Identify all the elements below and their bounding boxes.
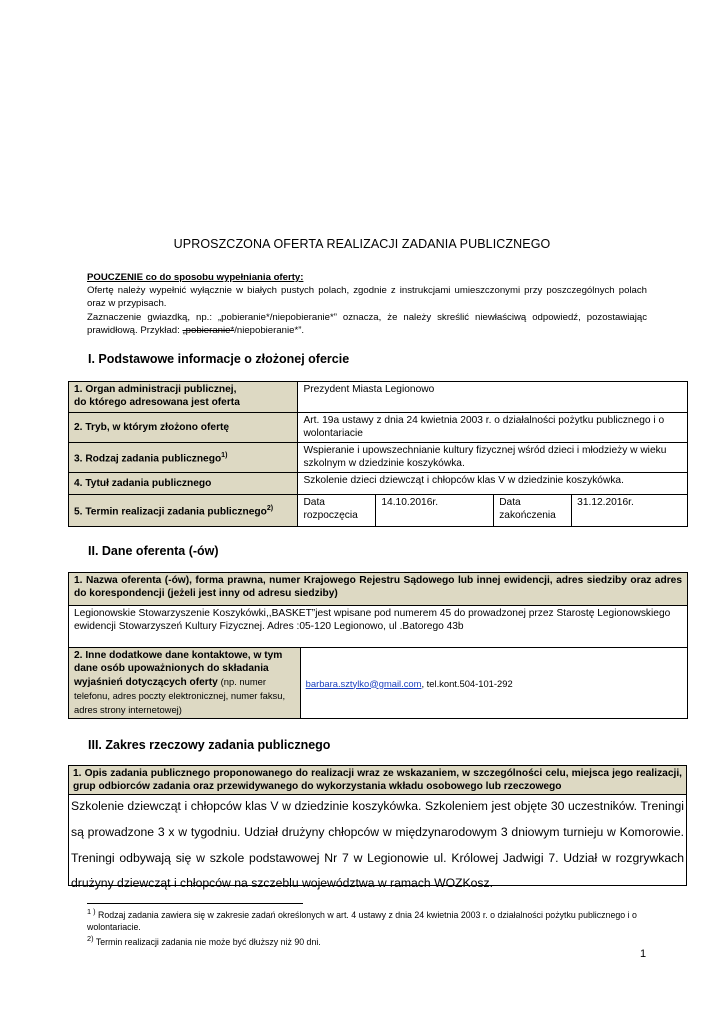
document-title: UPROSZCZONA OFERTA REALIZACJI ZADANIA PUBLICZNEGO bbox=[173, 237, 551, 251]
page-number: 1 bbox=[640, 948, 647, 960]
contact-label bbox=[69, 648, 301, 719]
task-type-footnote-ref: 1) bbox=[221, 452, 228, 460]
scope-table bbox=[68, 765, 687, 795]
task-title-value[interactable]: Szkolenie dzieci dziewcząt i chłopców klas V w dziedzinie koszykówka. bbox=[298, 473, 688, 495]
footnote-2-text: Termin realizacji zadania nie może być dłuższy niż 90 dni. bbox=[93, 936, 321, 947]
footnote-2 bbox=[87, 933, 657, 949]
instructions-heading: POUCZENIE co do sposobu wypełniania oferty: bbox=[87, 272, 304, 283]
task-description-label: 1. Opis zadania publicznego proponowanego do realizacji wraz ze wskazaniem, w szczególności celu, miejsca jego realizacji, grup odbiorców zadania oraz przewidywanego do wykorzystania wkładu osobowego lub rzeczowego bbox=[69, 766, 687, 795]
offeror-name-value[interactable]: Legionowskie Stowarzyszenie Koszykówki,,BASKET”jest wpisane pod numerem 45 do prowadzonej przez Starostę Legionowskiego ewidencji Stowarzyszeń Kultury Fizycznej. Adres :05-120 Legionowo, ul .Batorego 43b bbox=[69, 606, 688, 648]
term-label-text: 5. Termin realizacji zadania publicznego bbox=[74, 506, 267, 518]
footnote-1-text: Rodzaj zadania zawiera się w zakresie zadań określonych w art. 4 ustawy z dnia 24 kwietnia 2003 r. o działalności pożytku publicznego i o wolontariacie. bbox=[87, 909, 637, 932]
contact-value[interactable] bbox=[300, 648, 687, 719]
task-type-label-text: 3. Rodzaj zadania publicznego bbox=[74, 453, 222, 465]
organ-value[interactable]: Prezydent Miasta Legionowo bbox=[298, 382, 688, 413]
mode-value[interactable]: Art. 19a ustawy z dnia 24 kwietnia 2003 r. o działalności pożytku publicznego i o wolontariacie bbox=[298, 413, 688, 443]
offeror-name-label: 1. Nazwa oferenta (-ów), forma prawna, numer Krajowego Rejestru Sądowego lub innej ewidencji, adres siedziby oraz adres do korespondencji (jeżeli jest inny od adresu siedziby) bbox=[69, 573, 688, 606]
contact-label-hint: (np. numer telefonu, adres poczty elektronicznej, numer faksu, adres strony internetowej) bbox=[74, 676, 286, 715]
instructions-example-struck: „pobieranie* bbox=[182, 324, 235, 336]
section-3-heading: III. Zakres rzeczowy zadania publicznego bbox=[88, 738, 331, 752]
instructions-line-1: Ofertę należy wypełnić wyłącznie w białych pustych polach, zgodnie z instrukcjami umieszczonymi przy poszczególnych polach oraz w przypisach. bbox=[87, 285, 647, 310]
term-footnote-ref: 2) bbox=[266, 505, 274, 513]
contact-label-text: 2. Inne dodatkowe dane kontaktowe, w tym dane osób upoważnionych do składania wyjaśnień dotyczących oferty bbox=[74, 650, 283, 688]
task-description-value[interactable]: Szkolenie dziewcząt i chłopców klas V w dziedzinie koszykówka. Szkoleniem jest objęte 30 uczestników. Treningi są prowadzone 3 x w tygodniu. Udział drużyny chłopców w międzynarodowym 3 dniowym turnieju w Komorowie. Treningi odbywają się w szkole podstawowej Nr 7 w Legionowie ul. Królowej Jadwigi 7. Udział w rozgrywkach drużyny dziewcząt i chłopców na szczeblu województwa w ramach WOZKosz. bbox=[68, 794, 687, 886]
contact-phone: , tel.kont.504-101-292 bbox=[421, 677, 513, 689]
end-date-value[interactable]: 31.12.2016r. bbox=[572, 495, 688, 527]
mode-label: 2. Tryb, w którym złożono ofertę bbox=[69, 413, 298, 443]
task-title-label: 4. Tytuł zadania publicznego bbox=[69, 473, 298, 495]
basic-info-table bbox=[68, 381, 688, 527]
footnote-1 bbox=[87, 906, 657, 933]
footnote-separator bbox=[87, 903, 303, 904]
footnote-1-mark: 1 ) bbox=[87, 907, 96, 916]
task-type-label bbox=[69, 443, 298, 473]
start-date-value[interactable]: 14.10.2016r. bbox=[376, 495, 494, 527]
start-date-label: Data rozpoczęcia bbox=[298, 495, 376, 527]
footnote-2-mark: 2) bbox=[87, 934, 94, 943]
instructions-line-2 bbox=[87, 311, 647, 337]
instructions-line-2-text: Zaznaczenie gwiazdką, np.: „pobieranie*/niepobieranie*” oznacza, że należy skreślić niewłaściwą odpowiedź, pozostawiając prawidłową. Przykład: bbox=[87, 311, 647, 336]
contact-email-link[interactable]: barbara.sztylko@gmail.com bbox=[305, 677, 422, 689]
instructions-example-rest: /niepobieranie*”. bbox=[234, 324, 305, 336]
offeror-table bbox=[68, 572, 688, 719]
end-date-label: Data zakończenia bbox=[494, 495, 572, 527]
section-2-heading: II. Dane oferenta (-ów) bbox=[88, 544, 219, 558]
instructions bbox=[87, 271, 647, 337]
term-label bbox=[69, 495, 298, 527]
organ-label: 1. Organ administracji publicznej, do którego adresowana jest oferta bbox=[69, 382, 298, 413]
section-1-heading: I. Podstawowe informacje o złożonej ofercie bbox=[88, 352, 350, 366]
task-type-value[interactable]: Wspieranie i upowszechnianie kultury fizycznej wśród dzieci i młodzieży w wieku szkolnym w dziedzinie koszykówka. bbox=[298, 443, 688, 473]
